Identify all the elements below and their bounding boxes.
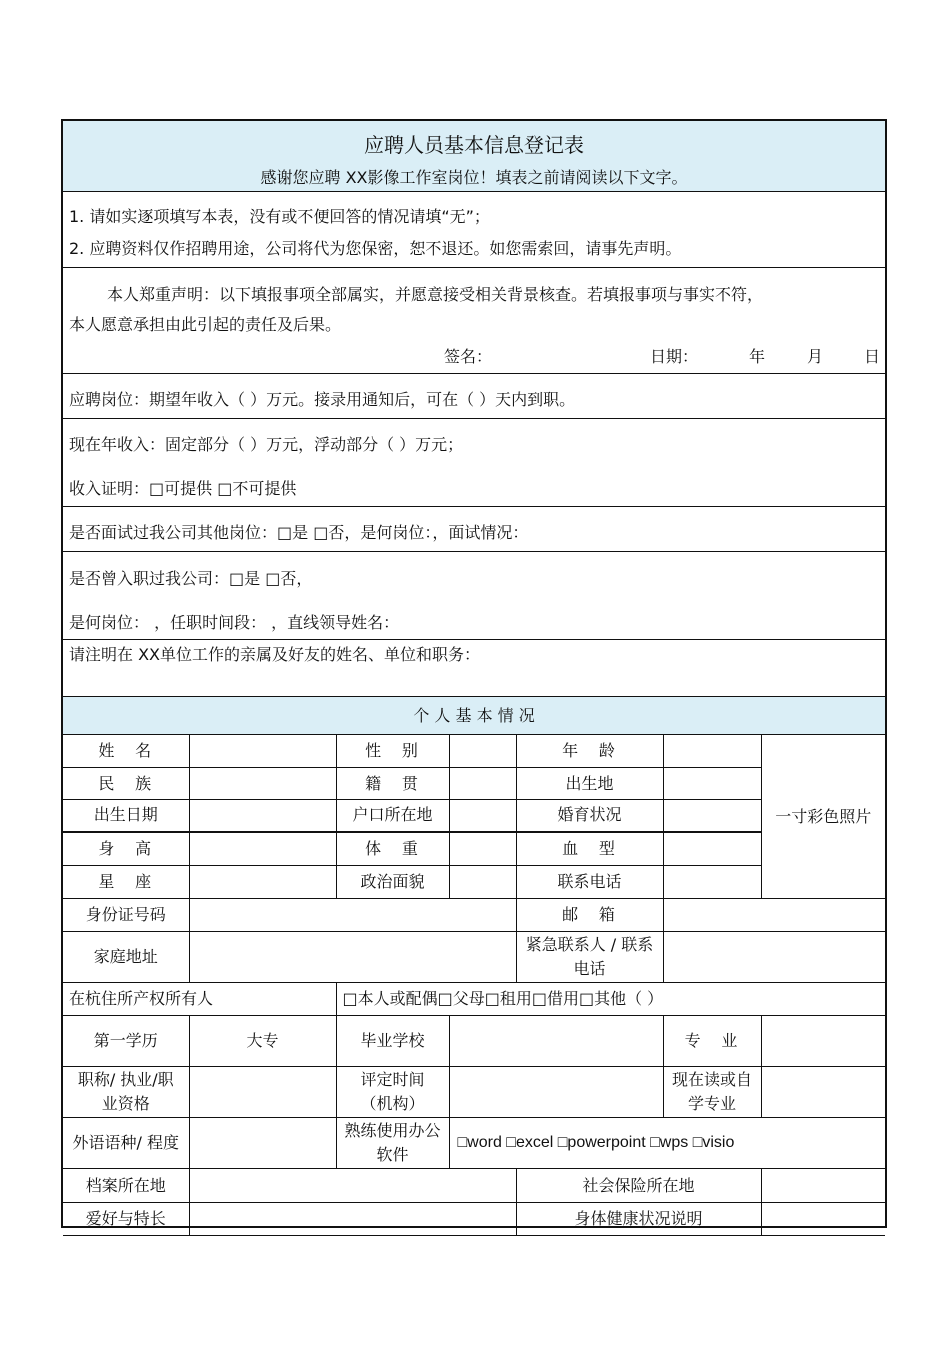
- id-number-label: 身份证号码: [63, 899, 189, 932]
- political-label: 政治面貌: [336, 866, 449, 899]
- interviewed-section: [63, 506, 885, 551]
- social-insurance-value[interactable]: [761, 1169, 885, 1203]
- birthplace-value[interactable]: [663, 768, 761, 800]
- eval-time-label: 评定时间（机构）: [360, 1070, 425, 1113]
- declaration-section: [63, 267, 885, 373]
- income-section: [63, 418, 885, 506]
- ethnicity-value[interactable]: [189, 768, 336, 800]
- table-row: [63, 899, 885, 932]
- current-study-label: 现在读或自学专业: [672, 1070, 753, 1113]
- height-value[interactable]: [189, 832, 336, 866]
- declaration-line-1: 本人郑重声明：以下填报事项全部属实，并愿意接受相关背景核查。若填报事项与事实不符，: [107, 285, 764, 304]
- table-row: [63, 735, 885, 768]
- major-label: 专业: [663, 1016, 761, 1067]
- month-label: 月: [807, 347, 824, 366]
- graduate-school-value[interactable]: [449, 1016, 663, 1067]
- archive-location-value[interactable]: [189, 1169, 516, 1203]
- hukou-label: 户口所在地: [336, 800, 449, 832]
- email-label: 邮箱: [516, 899, 663, 932]
- native-place-value[interactable]: [449, 768, 516, 800]
- marital-value[interactable]: [663, 800, 761, 832]
- notes-section: [63, 191, 885, 267]
- email-value[interactable]: [663, 899, 885, 932]
- archive-location-label: 档案所在地: [63, 1169, 189, 1203]
- table-row: [63, 1203, 885, 1236]
- first-degree-label: 第一学历: [63, 1016, 189, 1067]
- emergency-contact-value[interactable]: [663, 932, 885, 983]
- employed-detail-line: 是何岗位： ，任职时间段： ，直线领导姓名：: [69, 613, 400, 632]
- health-value[interactable]: [761, 1203, 885, 1236]
- form-header: [63, 121, 885, 191]
- height-label: 身高: [63, 832, 189, 866]
- income-line: 现在年收入：固定部分（ ）万元，浮动部分（ ）万元；: [69, 435, 464, 454]
- id-number-value[interactable]: [189, 899, 516, 932]
- weight-label: 体重: [336, 832, 449, 866]
- office-software-label: 熟练使用办公软件: [344, 1121, 441, 1164]
- language-value[interactable]: [189, 1118, 336, 1169]
- position-section: [63, 373, 885, 418]
- blood-type-label: 血型: [516, 832, 663, 866]
- relatives-line: 请注明在 XX单位工作的亲属及好友的姓名、单位和职务：: [69, 645, 481, 664]
- software-options[interactable]: □word □excel □powerpoint □wps □visio: [449, 1118, 885, 1169]
- table-row: [63, 932, 885, 983]
- table-row: [63, 1016, 885, 1067]
- title-qual-label: 职称/ 执业/职业资格: [77, 1070, 174, 1113]
- name-label: 姓名: [63, 735, 189, 768]
- hobbies-value[interactable]: [189, 1203, 516, 1236]
- weight-value[interactable]: [449, 832, 516, 866]
- political-value[interactable]: [449, 866, 516, 899]
- home-address-value[interactable]: [189, 932, 516, 983]
- hobbies-label: 爱好与特长: [63, 1203, 189, 1236]
- position-line: 应聘岗位：期望年收入（ ）万元。接录用通知后，可在（ ）天内到职。: [69, 390, 576, 409]
- ethnicity-label: 民族: [63, 768, 189, 800]
- table-row: [63, 1169, 885, 1203]
- form-subtitle: 感谢您应聘 XX影像工作室岗位！填表之前请阅读以下文字。: [260, 168, 688, 187]
- interviewed-line: 是否面试过我公司其他岗位：□是 □否，是何岗位：，面试情况：: [69, 523, 529, 542]
- graduate-school-label: 毕业学校: [336, 1016, 449, 1067]
- zodiac-label: 星座: [63, 866, 189, 899]
- current-study-value[interactable]: [761, 1067, 885, 1118]
- social-insurance-label: 社会保险所在地: [516, 1169, 761, 1203]
- zodiac-value[interactable]: [189, 866, 336, 899]
- birthplace-label: 出生地: [516, 768, 663, 800]
- note-2: 2. 应聘资料仅作招聘用途，公司将代为您保密，恕不退还。如您需索回，请事先声明。: [69, 239, 682, 258]
- gender-value[interactable]: [449, 735, 516, 768]
- major-value[interactable]: [761, 1016, 885, 1067]
- birth-date-label: 出生日期: [63, 800, 189, 832]
- phone-value[interactable]: [663, 866, 761, 899]
- day-label: 日: [864, 347, 881, 366]
- eval-time-cell: [336, 1067, 449, 1118]
- note-1: 1. 请如实逐项填写本表，没有或不便回答的情况请填“无”；: [69, 207, 490, 226]
- income-proof-line: 收入证明：□可提供 □不可提供: [69, 479, 297, 498]
- date-label: 日期：: [650, 347, 699, 366]
- phone-label: 联系电话: [516, 866, 663, 899]
- table-row: [63, 983, 885, 1016]
- home-address-label: 家庭地址: [63, 932, 189, 983]
- gender-label: 性别: [336, 735, 449, 768]
- section-title-row: [63, 697, 885, 735]
- blood-type-value[interactable]: [663, 832, 761, 866]
- hukou-value[interactable]: [449, 800, 516, 832]
- employed-line: 是否曾入职过我公司：□是 □否，: [69, 569, 313, 588]
- native-place-label: 籍贯: [336, 768, 449, 800]
- birth-date-value[interactable]: [189, 800, 336, 832]
- declaration-line-2: 本人愿意承担由此引起的责任及后果。: [69, 315, 342, 334]
- title-qual-cell: [63, 1067, 189, 1118]
- health-label: 身体健康状况说明: [516, 1203, 761, 1236]
- first-degree-value[interactable]: 大专: [189, 1016, 336, 1067]
- residence-options[interactable]: □本人或配偶□父母□租用□借用□其他（ ）: [336, 983, 885, 1016]
- form-title: 应聘人员基本信息登记表: [364, 133, 584, 157]
- emergency-contact-label: 紧急联系人 / 联系电话: [525, 935, 654, 978]
- photo-label: 一寸彩色照片: [775, 806, 872, 826]
- section-title: 个 人 基 本 情 况: [63, 697, 885, 735]
- table-row: [63, 1118, 885, 1169]
- residence-owner-label: 在杭住所产权所有人: [63, 983, 336, 1016]
- employed-section: [63, 551, 885, 639]
- photo-placeholder[interactable]: [761, 735, 885, 899]
- marital-label: 婚育状况: [516, 800, 663, 832]
- emergency-contact-cell: [516, 932, 663, 983]
- signature-label: 签名：: [444, 347, 493, 366]
- office-software-cell: [336, 1118, 449, 1169]
- personal-info-table: [63, 696, 885, 1236]
- age-value[interactable]: [663, 735, 761, 768]
- table-row: [63, 1067, 885, 1118]
- title-qual-value[interactable]: [189, 1067, 336, 1118]
- name-value[interactable]: [189, 735, 336, 768]
- year-label: 年: [749, 347, 766, 366]
- age-label: 年龄: [516, 735, 663, 768]
- relatives-section: [63, 639, 885, 696]
- language-label: 外语语种/ 程度: [63, 1118, 189, 1169]
- eval-time-value[interactable]: [449, 1067, 663, 1118]
- registration-form: [61, 119, 887, 1228]
- current-study-cell: [663, 1067, 761, 1118]
